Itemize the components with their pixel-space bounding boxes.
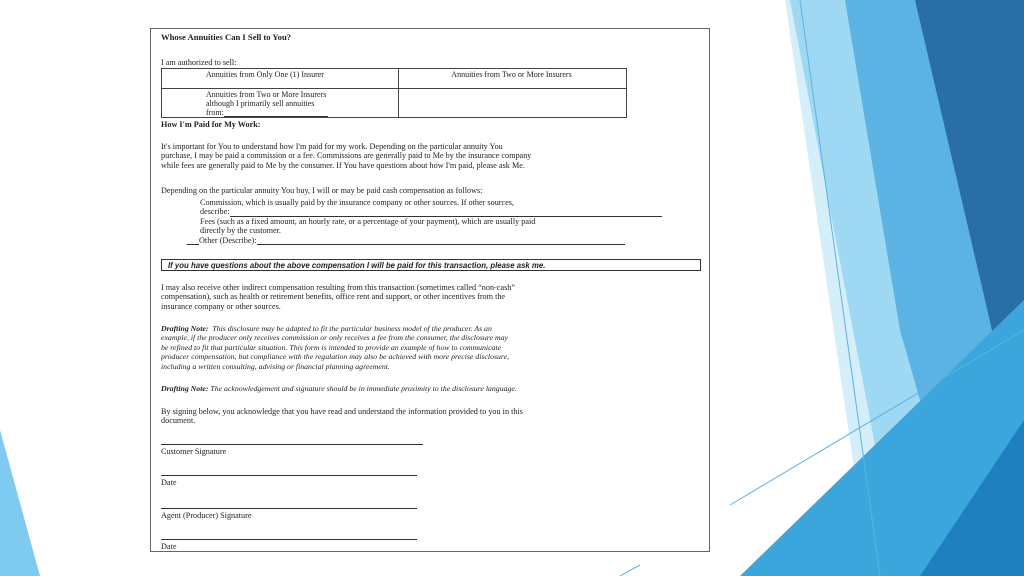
- option-two-insurers: Annuities from Two or More Insurers: [399, 69, 627, 89]
- option-primarily: Annuities from Two or More Insurers although I primarily sell annuities from:: [162, 89, 399, 118]
- doc-heading: Whose Annuities Can I Sell to You?: [161, 32, 292, 42]
- date-label-2: Date: [161, 542, 177, 551]
- para1: It's important for You to understand how I'm paid for my work. Depending on the particular annuity You purchase, I may be paid a commission or a fee. Commissions are generally paid to Me by the insurance company while fees are generally paid to Me by the consumer. If You have questions about how I'm paid, please ask Me.: [161, 142, 532, 170]
- sign-acknowledgement: By signing below, you acknowledge that you have read and understand the information provided to you in this document.: [161, 407, 523, 426]
- option-fees: Fees (such as a fixed amount, an hourly rate, or a percentage of your payment), which are usually paid directly by the customer.: [200, 217, 536, 236]
- drafting-note-2: Drafting Note: The acknowledgement and signature should be in immediate proximity to the disclosure language.: [161, 384, 517, 393]
- authorized-label: I am authorized to sell:: [161, 58, 237, 67]
- customer-signature-line: [161, 444, 423, 445]
- drafting-note-1: Drafting Note: This disclosure may be adapted to fit the particular business model of the producer. As an example, if the producer only receives commission or only receives a fee from the consumer, the disclosure may be refined to fit that particular situation. This form is intended to provide an example of how to communicate producer compensation, but compliance with the regulation may also be achieved with more precise disclosure, including a written consulting, advising or financial planning agreement.: [161, 324, 510, 371]
- disclosure-document: [150, 28, 710, 552]
- option-empty-cell: [399, 89, 627, 118]
- para3: I may also receive other indirect compensation resulting from this transaction (sometimes called “non-cash” compensation), such as health or retirement benefits, office rent and support, or other incentives from the insurance company or other sources.: [161, 283, 515, 311]
- option-one-insurer: Annuities from Only One (1) Insurer: [162, 69, 399, 89]
- option-commission: Commission, which is usually paid by the insurance company or other sources. If other sources, describe:: [200, 198, 690, 217]
- date-line-2: [161, 539, 417, 540]
- agent-signature-line: [161, 508, 417, 509]
- left-accent-shape: [0, 430, 40, 576]
- date-line-1: [161, 475, 417, 476]
- agent-signature-label: Agent (Producer) Signature: [161, 511, 252, 520]
- date-label-1: Date: [161, 478, 177, 487]
- paid-heading: How I'm Paid for My Work:: [161, 120, 261, 129]
- option-other: Other (Describe):: [187, 236, 697, 245]
- para2: Depending on the particular annuity You buy, I will or may be paid cash compensation as follows:: [161, 186, 483, 195]
- authorization-table: [161, 68, 627, 118]
- thin-line-3: [620, 565, 640, 576]
- customer-signature-label: Customer Signature: [161, 447, 227, 456]
- compensation-question-box: If you have questions about the above compensation I will be paid for this transaction, please ask me.: [161, 259, 701, 271]
